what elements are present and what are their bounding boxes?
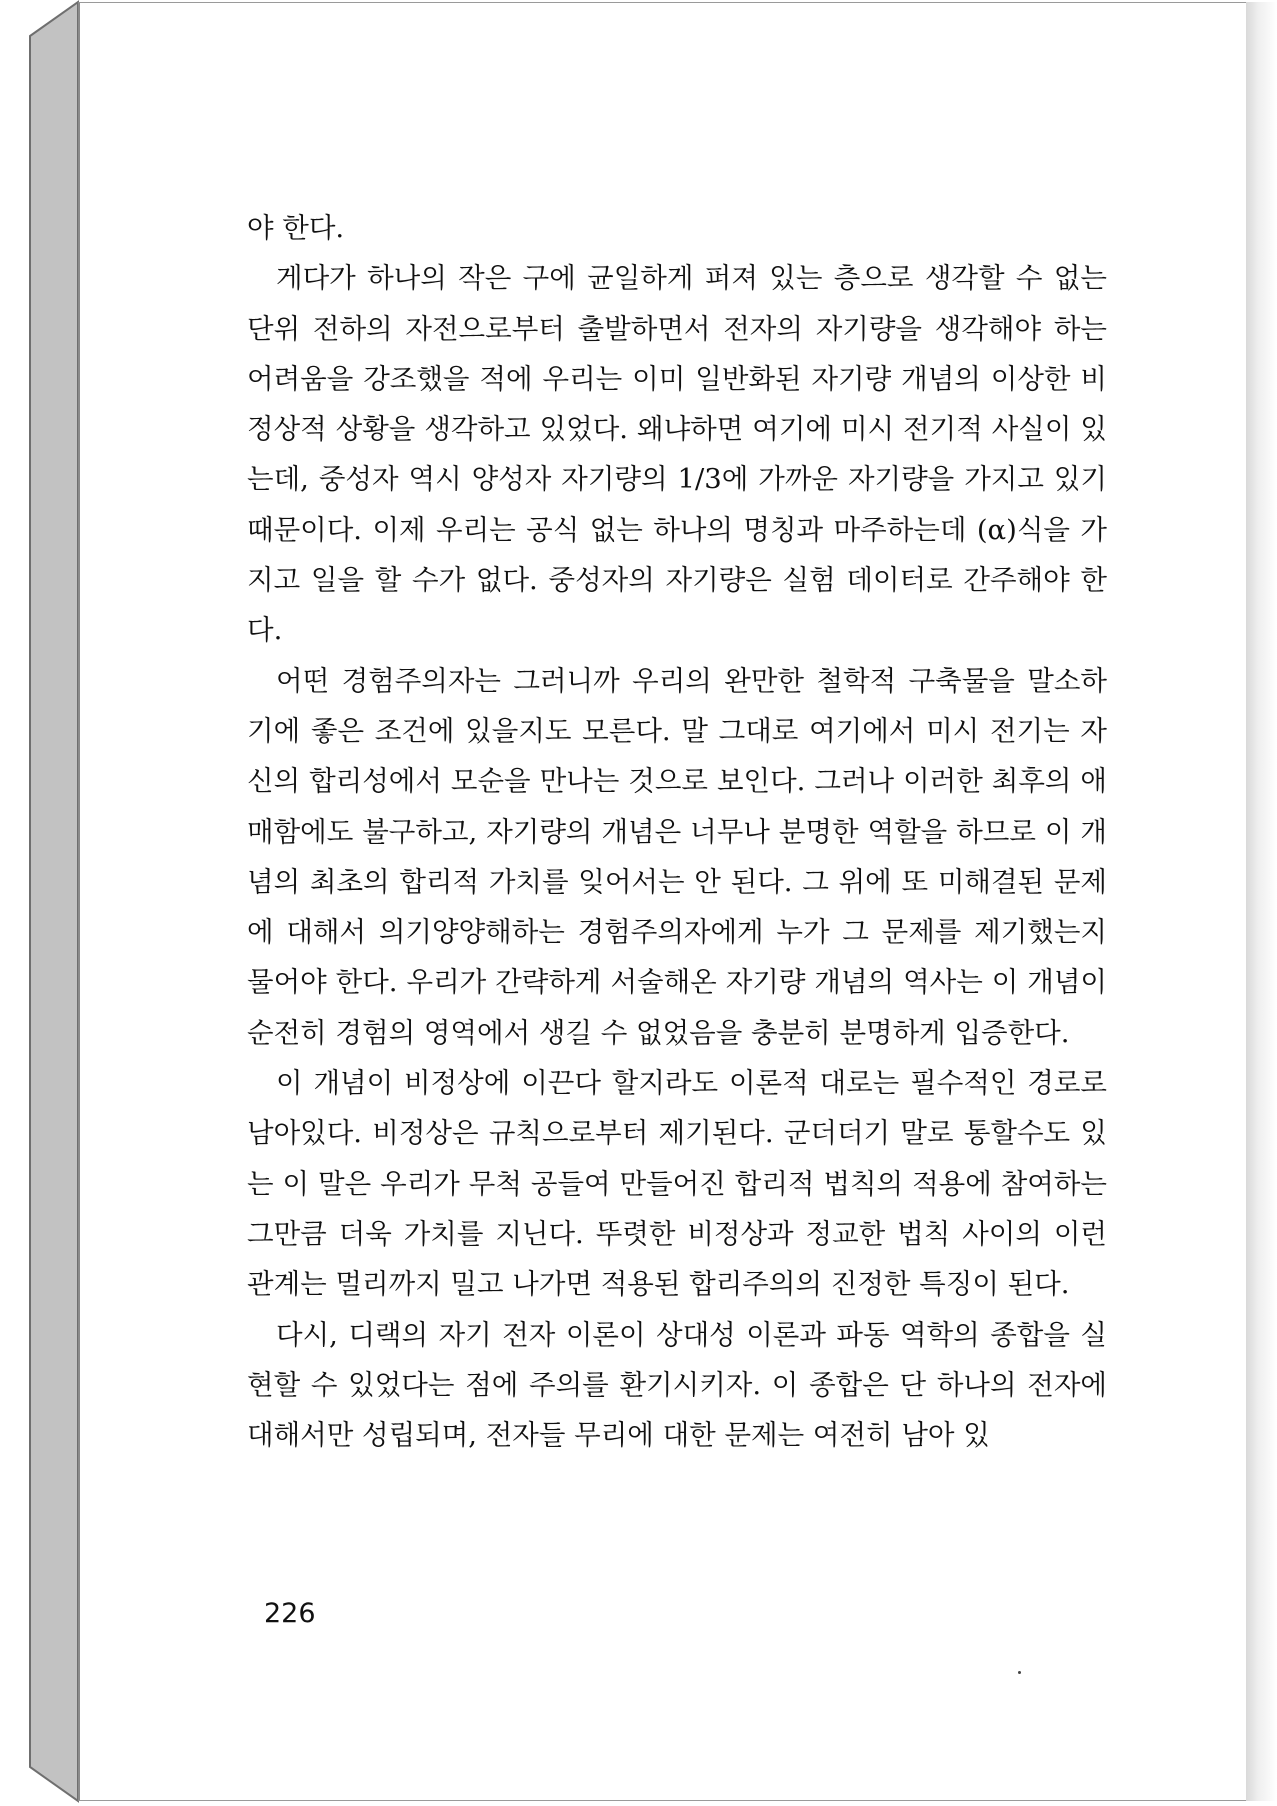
- scan-speck: [1018, 1671, 1021, 1674]
- page-edge-shadow: [1246, 2, 1277, 1801]
- paragraph: 이 개념이 비정상에 이끈다 할지라도 이론적 대로는 필수적인 경로로 남아있다. 비정상은 규칙으로부터 제기된다. 군더더기 말로 통할수도 있는 이 말은 우리가 무척 공들여 만들어진 합리적 법칙의 적용에 참여하는 그만큼 더욱 가치를 지닌다. 뚜렷한 비정상과 정교한 법칙 사이의 이런 관계는 멀리까지 밀고 나가면 적용된 합리주의의 진정한 특징이 된다.: [247, 1067, 1107, 1301]
- paragraph: 야 한다.: [247, 212, 345, 244]
- paragraph: 게다가 하나의 작은 구에 균일하게 퍼져 있는 층으로 생각할 수 없는 단위 전하의 자전으로부터 출발하면서 전자의 자기량을 생각해야 하는 어려움을 강조했을 적에 우리는 이미 일반화된 자기량 개념의 이상한 비정상적 상황을 생각하고 있었다. 왜냐하면 여기에 미시 전기적 사실이 있는데, 중성자 역시 양성자 자기량의 1/3에 가까운 자기량을 가지고 있기 때문이다. 이제 우리는 공식 없는 하나의 명칭과 마주하는데 (α)식을 가지고 일을 할 수가 없다. 중성자의 자기량은 실험 데이터로 간주해야 한다.: [247, 262, 1107, 647]
- page-number: 226: [264, 1598, 316, 1629]
- body-text: [247, 203, 1107, 1460]
- paragraph: 다시, 디랙의 자기 전자 이론이 상대성 이론과 파동 역학의 종합을 실현할 수 있었다는 점에 주의를 환기시키자. 이 종합은 단 하나의 전자에 대해서만 성립되며, 전자들 무리에 대한 문제는 여전히 남아 있: [247, 1318, 1107, 1452]
- paragraph: 어떤 경험주의자는 그러니까 우리의 완만한 철학적 구축물을 말소하기에 좋은 조건에 있을지도 모른다. 말 그대로 여기에서 미시 전기는 자신의 합리성에서 모순을 만나는 것으로 보인다. 그러나 이러한 최후의 애매함에도 불구하고, 자기량의 개념은 너무나 분명한 역할을 하므로 이 개념의 최초의 합리적 가치를 잊어서는 안 된다. 그 위에 또 미해결된 문제에 대해서 의기양양해하는 경험주의자에게 누가 그 문제를 제기했는지 물어야 한다. 우리가 간략하게 서술해온 자기량 개념의 역사는 이 개념이 순전히 경험의 영역에서 생길 수 없었음을 충분히 분명하게 입증한다.: [247, 664, 1107, 1049]
